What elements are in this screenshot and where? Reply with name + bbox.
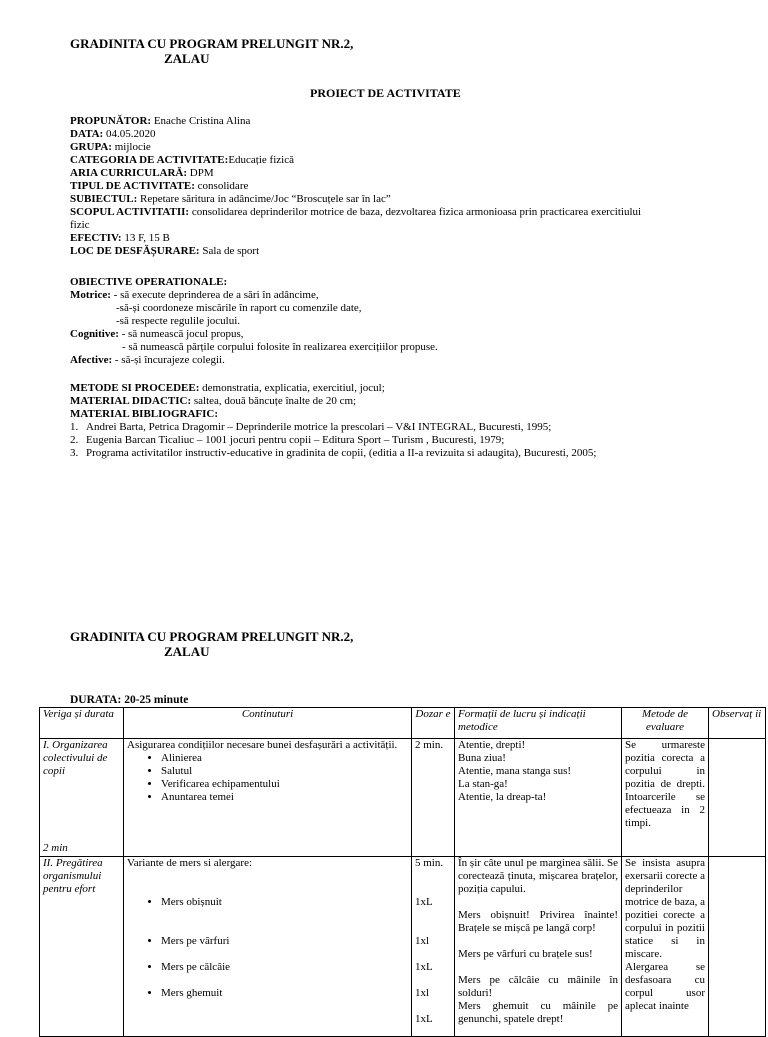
cell-observatii — [709, 739, 766, 857]
cell-evaluare: Se insista asupra exersarii corecte a deprinderilor motrice de baza, a pozitiei corecte a corpului in pozitii statice si in miscare. Alergarea se desfasoara cu corpul usor aplecat inainte — [622, 857, 709, 1037]
col-header-veriga: Veriga și durata — [40, 708, 124, 739]
info-date: DATA: 04.05.2020 — [70, 128, 156, 140]
col-header-dozare: Dozar e — [412, 708, 455, 739]
bibliography-item: 3. Programa activitatilor instructiv-educative in gradinita de copii, (editia a II-a revizuita si adaugita), Bucuresti, 2005; — [70, 447, 597, 459]
info-proponent: PROPUNĂTOR: Enache Cristina Alina — [70, 115, 251, 127]
info-group: GRUPA: mijlocie — [70, 141, 151, 153]
list-item: • Verificarea echipamentului — [161, 778, 408, 791]
info-effective: EFECTIV: 13 F, 15 B — [70, 232, 170, 244]
objective-afective: Afective: - să-și încurajeze colegii. — [70, 354, 225, 366]
methods: METODE SI PROCEDEE: demonstratia, explicatia, exercitiul, jocul; — [70, 382, 385, 394]
list-item: • Mers obișnuit — [161, 896, 408, 909]
cell-continut: Asigurarea condițiilor necesare bunei desfașurări a activității. • Alinierea • Salutul • Verificarea echipamentului • Anuntarea temei — [124, 739, 412, 857]
cell-formatii: Atentie, drepti! Buna ziua! Atentie, mana stanga sus! La stan-ga! Atentie, la dreap-ta! — [455, 739, 622, 857]
cell-dozare: 2 min. — [412, 739, 455, 857]
col-header-formatii: Formații de lucru și indicații metodice — [455, 708, 622, 739]
material-didactic: MATERIAL DIDACTIC: saltea, două băncuțe înalte de 20 cm; — [70, 395, 357, 407]
objectives-heading: OBIECTIVE OPERATIONALE: — [70, 276, 228, 288]
list-item: • Mers pe vârfuri — [161, 935, 408, 948]
objective-motrice-2: -să-și coordoneze miscările în raport cu comenzile date, — [116, 302, 362, 314]
col-header-evaluare: Metode de evaluare — [622, 708, 709, 739]
methods-block — [70, 382, 597, 459]
objective-motrice-3: -să respecte regulile jocului. — [116, 315, 241, 327]
list-item: • Mers ghemuit — [161, 987, 408, 1000]
col-header-observatii: Observaț ii — [709, 708, 766, 739]
info-subject: SUBIECTUL: Repetare săritura in adâncime/Joc “Broscuțele sar în lac” — [70, 193, 391, 205]
bibliography-item: 2. Eugenia Barcan Ticaliuc – 1001 jocuri pentru copii – Editura Sport – Turism , Bucuresti, 1979; — [70, 434, 505, 446]
info-scope-cont: fizic — [70, 219, 90, 231]
cell-continut: Variante de mers si alergare: • Mers obișnuit • Mers pe vârfuri • Mers pe călcâie • Mers ghemuit — [124, 857, 412, 1037]
cell-formatii: În șir câte unul pe marginea sălii. Se corectează ținuta, mișcarea brațelor, poziția capului. Mers obișnuit! Privirea înainte! Brațele se mișcă pe langă corp! Mers pe vârfuri cu brațele sus! Mers pe călcâie cu mâinile în solduri! Mers ghemuit cu mâinile pe genunchi, spatele drept! — [455, 857, 622, 1037]
table-header-row — [40, 708, 766, 739]
list-item: • Salutul — [161, 765, 408, 778]
info-type: TIPUL DE ACTIVITATE: consolidare — [70, 180, 249, 192]
col-header-continuturi: Continuturi — [124, 708, 412, 739]
school-city: ZALAU — [164, 51, 210, 66]
info-category: CATEGORIA DE ACTIVITATE:Educație fizică — [70, 154, 294, 166]
bibliography-item: 1. Andrei Barta, Petrica Dragomir – Deprinderile motrice la prescolari – V&I INTEGRAL, Bucuresti, 1995; — [70, 421, 552, 433]
table-row — [40, 857, 766, 1037]
school-city-2: ZALAU — [164, 644, 210, 659]
objectives-block — [70, 276, 438, 367]
info-scope: SCOPUL ACTIVITATII: consolidarea deprinderilor motrice de baza, dezvoltarea fizica armonioasa prin practicarea exercitiului — [70, 206, 642, 218]
objective-cognitive: Cognitive: - să numească jocul propus, — [70, 328, 244, 340]
school-name-2: GRADINITA CU PROGRAM PRELUNGIT NR.2, — [70, 629, 354, 644]
stage-duration: 2 min — [43, 842, 68, 854]
table-row — [40, 739, 766, 857]
school-name: GRADINITA CU PROGRAM PRELUNGIT NR.2, — [70, 36, 354, 51]
info-block — [70, 115, 760, 258]
list-item: • Anuntarea temei — [161, 791, 408, 804]
cell-veriga: II. Pregătirea organismului pentru efort — [40, 857, 124, 1037]
objective-cognitive-2: - să numească părțile corpului folosite în realizarea exercițiilor propuse. — [122, 341, 438, 353]
duration: DURATA: 20-25 minute — [70, 694, 189, 706]
list-item: • Alinierea — [161, 752, 408, 765]
cell-observatii — [709, 857, 766, 1037]
material-bibliografic-heading: MATERIAL BIBLIOGRAFIC: — [70, 408, 219, 420]
info-location: LOC DE DESFĂȘURARE: Sala de sport — [70, 245, 260, 257]
activity-table — [39, 707, 766, 1037]
info-area: ARIA CURRICULARĂ: DPM — [70, 167, 214, 179]
objective-motrice: Motrice: - să execute deprinderea de a sări în adâncime, — [70, 289, 319, 301]
page-title: PROIECT DE ACTIVITATE — [310, 86, 461, 100]
cell-dozare: 5 min. 1xL 1xl 1xL 1xl 1xL — [412, 857, 455, 1037]
list-item: • Mers pe călcâie — [161, 961, 408, 974]
cell-evaluare: Se urmareste pozitia corecta a corpului in pozitia de drepti. Intoarcerile se efectueaza in 2 timpi. — [622, 739, 709, 857]
cell-veriga: I. Organizarea colectivului de copii 2 min — [40, 739, 124, 857]
